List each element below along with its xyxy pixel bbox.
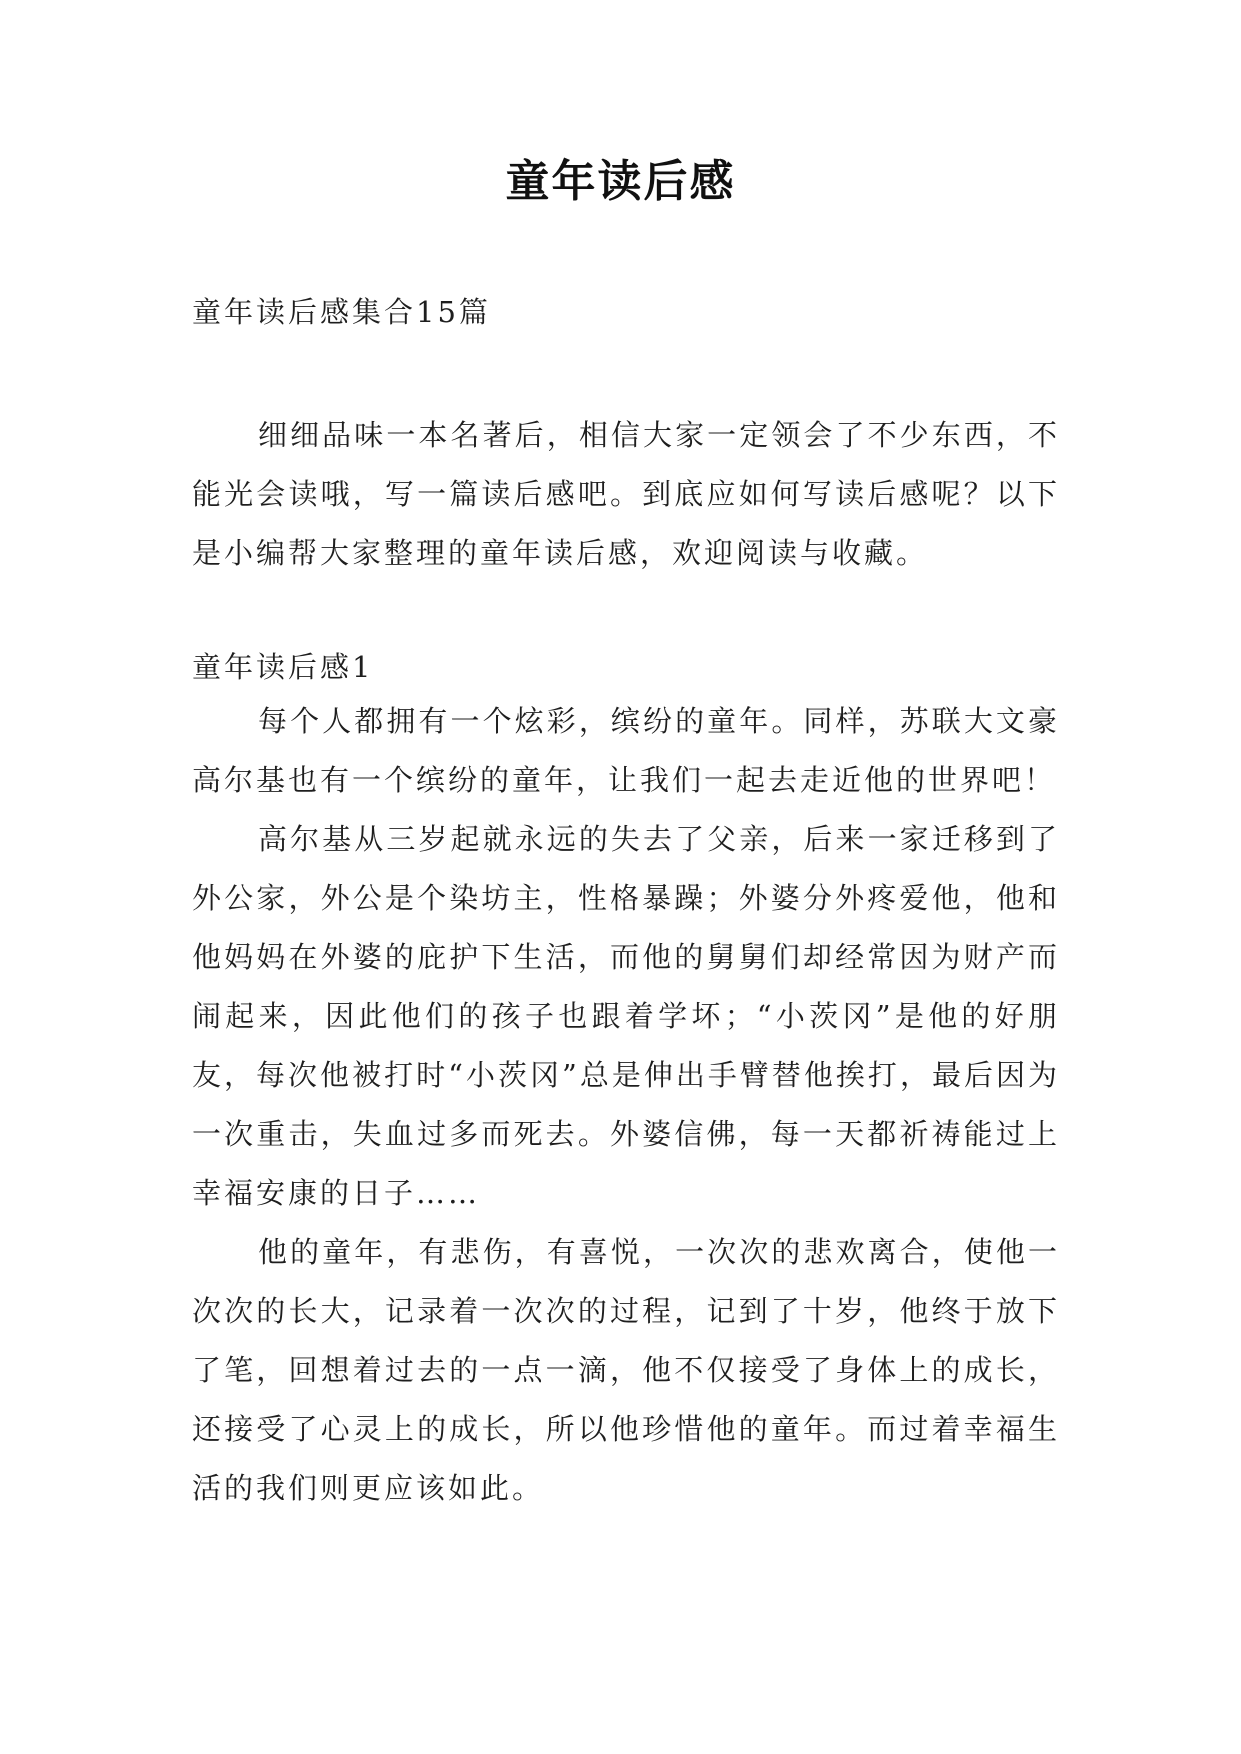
document-subtitle: 童年读后感集合15篇 <box>192 295 491 329</box>
section-paragraph-3: 他的童年，有悲伤，有喜悦，一次次的悲欢离合，使他一次次的长大，记录着一次次的过程，记到了十岁，他终于放下了笔，回想着过去的一点一滴，他不仅接受了身体上的成长，还接受了心灵上的成长，所以他珍惜他的童年。而过着幸福生活的我们则更应该如此。 <box>192 1235 1060 1505</box>
section-paragraph-1: 每个人都拥有一个炫彩，缤纷的童年。同样，苏联大文豪高尔基也有一个缤纷的童年，让我们一起去走近他的世界吧！ <box>192 704 1060 797</box>
document-title: 童年读后感 <box>505 156 736 207</box>
intro-paragraph: 细细品味一本名著后，相信大家一定领会了不少东西，不能光会读哦，写一篇读后感吧。到底应如何写读后感呢？以下是小编帮大家整理的童年读后感，欢迎阅读与收藏。 <box>192 418 1060 570</box>
section-paragraph-2: 高尔基从三岁起就永远的失去了父亲，后来一家迁移到了外公家，外公是个染坊主，性格暴躁；外婆分外疼爱他，他和他妈妈在外婆的庇护下生活，而他的舅舅们却经常因为财产而闹起来，因此他们的孩子也跟着学坏；“小茨冈”是他的好朋友，每次他被打时“小茨冈”总是伸出手臂替他挨打，最后因为一次重击，失血过多而死去。外婆信佛，每一天都祈祷能过上幸福安康的日子…… <box>192 822 1060 1210</box>
section-1 <box>192 642 1060 1518</box>
section-heading: 童年读后感1 <box>192 650 374 684</box>
